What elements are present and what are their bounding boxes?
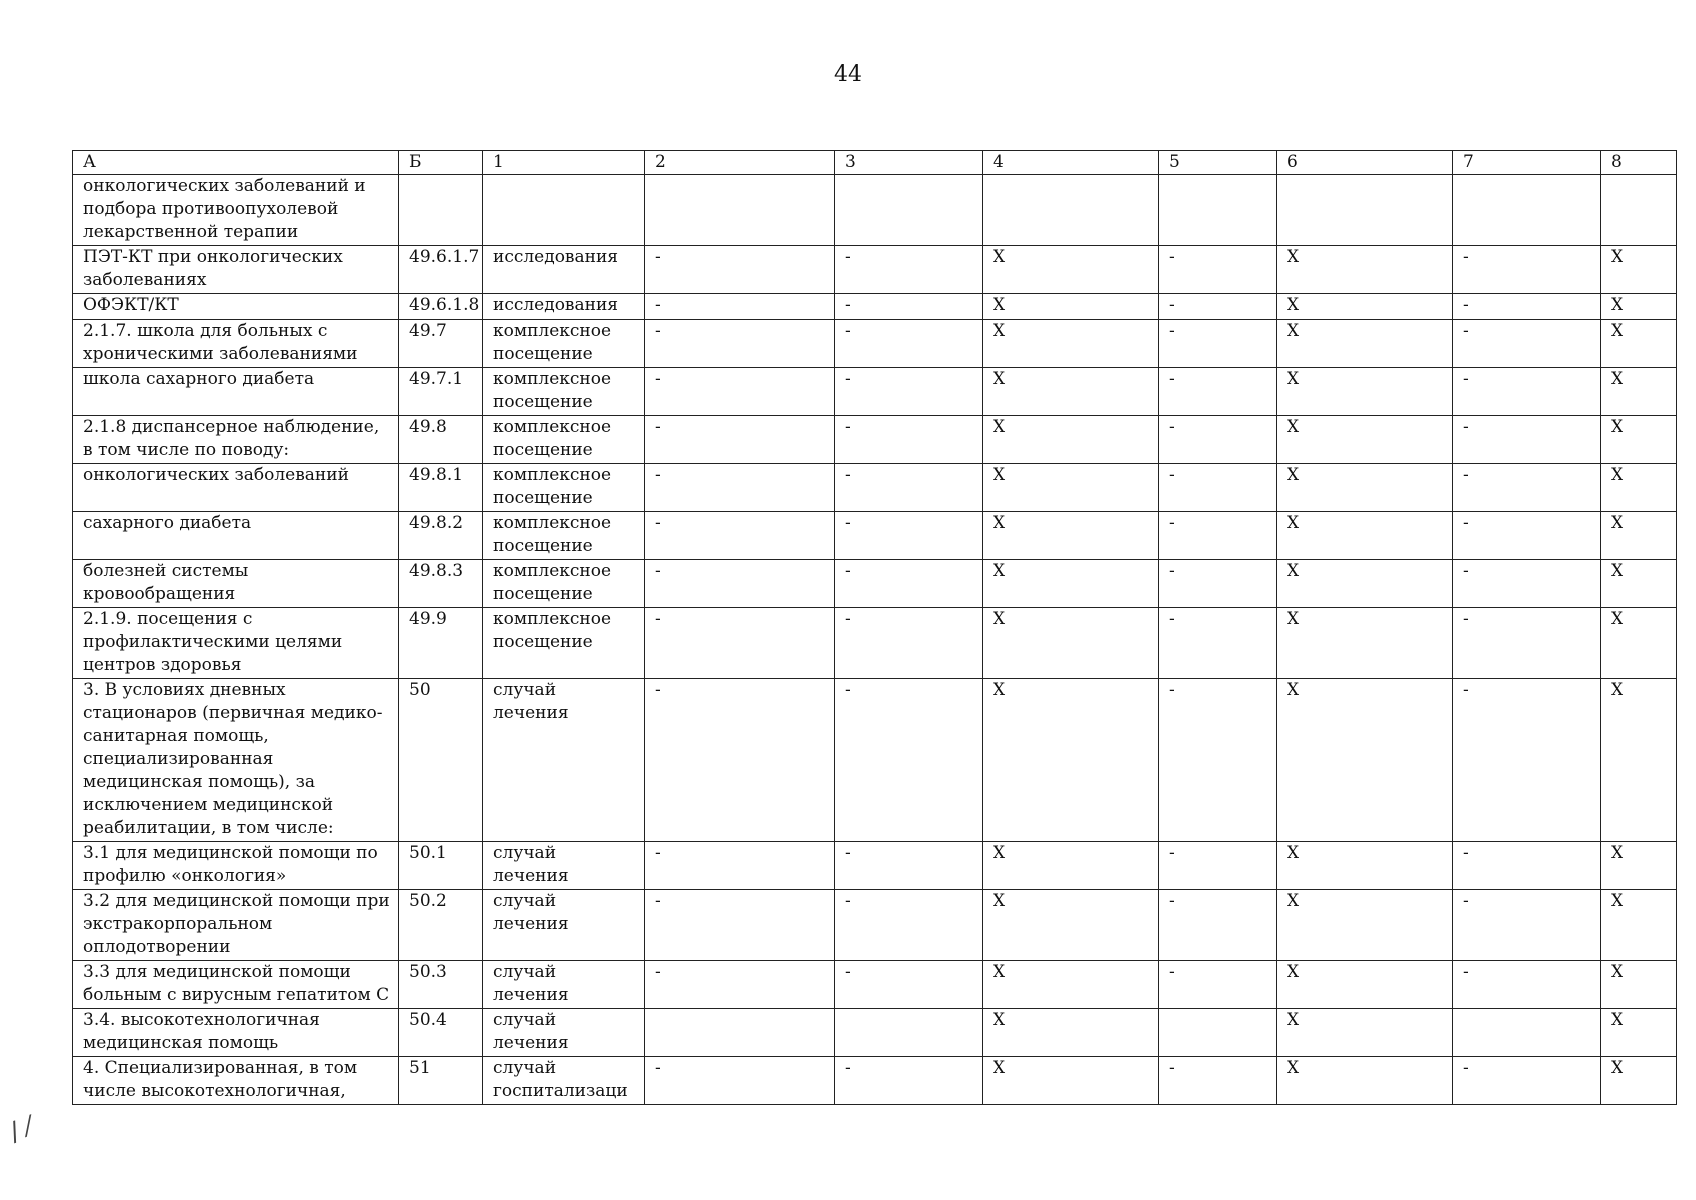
- row-label-cell: 2.1.8 диспансерное наблюдение, в том числе по поводу:: [73, 416, 399, 464]
- row-label-cell: болезней системы кровообращения: [73, 560, 399, 608]
- col7-cell: -: [1453, 246, 1601, 294]
- col7-cell: -: [1453, 961, 1601, 1009]
- col4-cell: Х: [983, 512, 1159, 560]
- col7-cell: [1453, 175, 1601, 246]
- unit-cell: комплексное посещение: [483, 416, 645, 464]
- col5-cell: -: [1159, 961, 1277, 1009]
- col5-cell: -: [1159, 1057, 1277, 1105]
- col2-cell: [645, 1009, 835, 1057]
- row-label-cell: ОФЭКТ/КТ: [73, 294, 399, 320]
- col6-cell: Х: [1277, 560, 1453, 608]
- header-cell: Б: [399, 151, 483, 175]
- col5-cell: -: [1159, 246, 1277, 294]
- col3-cell: -: [835, 464, 983, 512]
- unit-cell: случай лечения: [483, 842, 645, 890]
- col3-cell: [835, 175, 983, 246]
- col8-cell: Х: [1601, 464, 1677, 512]
- col3-cell: -: [835, 679, 983, 842]
- table-row: [73, 320, 1677, 368]
- row-code-cell: 49.8: [399, 416, 483, 464]
- table-row: [73, 512, 1677, 560]
- header-cell: 8: [1601, 151, 1677, 175]
- col6-cell: [1277, 175, 1453, 246]
- col6-cell: Х: [1277, 416, 1453, 464]
- unit-cell: комплексное посещение: [483, 464, 645, 512]
- row-label-cell: сахарного диабета: [73, 512, 399, 560]
- col3-cell: -: [835, 320, 983, 368]
- row-code-cell: 49.9: [399, 608, 483, 679]
- col2-cell: -: [645, 512, 835, 560]
- col6-cell: Х: [1277, 512, 1453, 560]
- col5-cell: [1159, 175, 1277, 246]
- col8-cell: Х: [1601, 842, 1677, 890]
- table-row: [73, 679, 1677, 842]
- unit-cell: исследования: [483, 294, 645, 320]
- row-code-cell: 50.1: [399, 842, 483, 890]
- col2-cell: -: [645, 890, 835, 961]
- col5-cell: -: [1159, 368, 1277, 416]
- col5-cell: -: [1159, 560, 1277, 608]
- row-label-cell: 2.1.7. школа для больных с хроническими заболеваниями: [73, 320, 399, 368]
- header-cell: 7: [1453, 151, 1601, 175]
- col5-cell: -: [1159, 416, 1277, 464]
- unit-cell: комплексное посещение: [483, 512, 645, 560]
- col7-cell: -: [1453, 560, 1601, 608]
- col3-cell: -: [835, 608, 983, 679]
- unit-cell: [483, 175, 645, 246]
- col4-cell: Х: [983, 890, 1159, 961]
- col7-cell: -: [1453, 890, 1601, 961]
- col7-cell: -: [1453, 294, 1601, 320]
- col2-cell: -: [645, 294, 835, 320]
- unit-cell: случай госпитализаци: [483, 1057, 645, 1105]
- row-label-cell: 3.1 для медицинской помощи по профилю «онкология»: [73, 842, 399, 890]
- table-row: [73, 294, 1677, 320]
- header-cell: 4: [983, 151, 1159, 175]
- col6-cell: Х: [1277, 368, 1453, 416]
- row-code-cell: 49.8.2: [399, 512, 483, 560]
- col8-cell: Х: [1601, 608, 1677, 679]
- row-label-cell: ПЭТ-КТ при онкологических заболеваниях: [73, 246, 399, 294]
- row-code-cell: 50: [399, 679, 483, 842]
- col3-cell: -: [835, 512, 983, 560]
- col8-cell: Х: [1601, 890, 1677, 961]
- col7-cell: -: [1453, 320, 1601, 368]
- col3-cell: -: [835, 368, 983, 416]
- col8-cell: Х: [1601, 320, 1677, 368]
- row-code-cell: 49.8.3: [399, 560, 483, 608]
- col4-cell: Х: [983, 320, 1159, 368]
- col7-cell: -: [1453, 416, 1601, 464]
- col6-cell: Х: [1277, 464, 1453, 512]
- scan-mark: / ⁄: [5, 1112, 36, 1148]
- col8-cell: Х: [1601, 961, 1677, 1009]
- col8-cell: Х: [1601, 1009, 1677, 1057]
- table-row: [73, 416, 1677, 464]
- col8-cell: Х: [1601, 560, 1677, 608]
- table-row: [73, 1009, 1677, 1057]
- col4-cell: Х: [983, 560, 1159, 608]
- unit-cell: комплексное посещение: [483, 368, 645, 416]
- col8-cell: Х: [1601, 679, 1677, 842]
- row-label-cell: 3.3 для медицинской помощи больным с вирусным гепатитом С: [73, 961, 399, 1009]
- col2-cell: -: [645, 368, 835, 416]
- col5-cell: -: [1159, 464, 1277, 512]
- col3-cell: -: [835, 246, 983, 294]
- table-row: [73, 961, 1677, 1009]
- row-code-cell: 49.6.1.8: [399, 294, 483, 320]
- row-code-cell: 49.7: [399, 320, 483, 368]
- col3-cell: [835, 1009, 983, 1057]
- col3-cell: -: [835, 294, 983, 320]
- row-label-cell: 3.4. высокотехнологичная медицинская помощь: [73, 1009, 399, 1057]
- header-cell: 1: [483, 151, 645, 175]
- col2-cell: -: [645, 246, 835, 294]
- col4-cell: Х: [983, 368, 1159, 416]
- col4-cell: Х: [983, 679, 1159, 842]
- col8-cell: [1601, 175, 1677, 246]
- header-cell: 6: [1277, 151, 1453, 175]
- col2-cell: -: [645, 560, 835, 608]
- row-code-cell: 49.7.1: [399, 368, 483, 416]
- col6-cell: Х: [1277, 294, 1453, 320]
- col7-cell: -: [1453, 679, 1601, 842]
- col6-cell: Х: [1277, 890, 1453, 961]
- table-row: [73, 842, 1677, 890]
- page-number: 44: [834, 62, 862, 87]
- col8-cell: Х: [1601, 416, 1677, 464]
- col5-cell: [1159, 1009, 1277, 1057]
- unit-cell: комплексное посещение: [483, 560, 645, 608]
- table-row: [73, 890, 1677, 961]
- row-label-cell: 3.2 для медицинской помощи при экстракорпоральном оплодотворении: [73, 890, 399, 961]
- data-table: [72, 150, 1677, 1105]
- col4-cell: Х: [983, 294, 1159, 320]
- col5-cell: -: [1159, 294, 1277, 320]
- header-cell: А: [73, 151, 399, 175]
- table-row: [73, 368, 1677, 416]
- col2-cell: -: [645, 1057, 835, 1105]
- col5-cell: -: [1159, 842, 1277, 890]
- row-code-cell: 49.6.1.7: [399, 246, 483, 294]
- col4-cell: Х: [983, 842, 1159, 890]
- table-row: [73, 608, 1677, 679]
- row-code-cell: 50.2: [399, 890, 483, 961]
- unit-cell: случай лечения: [483, 961, 645, 1009]
- col3-cell: -: [835, 842, 983, 890]
- col5-cell: -: [1159, 608, 1277, 679]
- col7-cell: -: [1453, 1057, 1601, 1105]
- row-label-cell: школа сахарного диабета: [73, 368, 399, 416]
- col7-cell: -: [1453, 608, 1601, 679]
- table-row: [73, 1057, 1677, 1105]
- col8-cell: Х: [1601, 246, 1677, 294]
- col2-cell: -: [645, 464, 835, 512]
- col8-cell: Х: [1601, 294, 1677, 320]
- col5-cell: -: [1159, 320, 1277, 368]
- col2-cell: [645, 175, 835, 246]
- unit-cell: случай лечения: [483, 1009, 645, 1057]
- table-body: [73, 151, 1677, 1105]
- row-label-cell: 3. В условиях дневных стационаров (первичная медико-санитарная помощь, специализированная медицинская помощь), за исключением медицинской реабилитации, в том числе:: [73, 679, 399, 842]
- col6-cell: Х: [1277, 679, 1453, 842]
- table-row: [73, 175, 1677, 246]
- col6-cell: Х: [1277, 1009, 1453, 1057]
- col7-cell: -: [1453, 512, 1601, 560]
- col8-cell: Х: [1601, 1057, 1677, 1105]
- col7-cell: -: [1453, 368, 1601, 416]
- row-label-cell: онкологических заболеваний и подбора противоопухолевой лекарственной терапии: [73, 175, 399, 246]
- header-cell: 3: [835, 151, 983, 175]
- col7-cell: -: [1453, 464, 1601, 512]
- col5-cell: -: [1159, 679, 1277, 842]
- unit-cell: комплексное посещение: [483, 608, 645, 679]
- header-cell: 2: [645, 151, 835, 175]
- col3-cell: -: [835, 890, 983, 961]
- table-row: [73, 464, 1677, 512]
- col5-cell: -: [1159, 512, 1277, 560]
- col4-cell: Х: [983, 1009, 1159, 1057]
- col5-cell: -: [1159, 890, 1277, 961]
- col2-cell: -: [645, 679, 835, 842]
- col2-cell: -: [645, 416, 835, 464]
- unit-cell: случай лечения: [483, 679, 645, 842]
- col4-cell: Х: [983, 246, 1159, 294]
- col8-cell: Х: [1601, 512, 1677, 560]
- header-cell: 5: [1159, 151, 1277, 175]
- col2-cell: -: [645, 961, 835, 1009]
- col2-cell: -: [645, 842, 835, 890]
- col6-cell: Х: [1277, 246, 1453, 294]
- row-label-cell: 2.1.9. посещения с профилактическими целями центров здоровья: [73, 608, 399, 679]
- col4-cell: Х: [983, 608, 1159, 679]
- col2-cell: -: [645, 320, 835, 368]
- col6-cell: Х: [1277, 608, 1453, 679]
- row-code-cell: 49.8.1: [399, 464, 483, 512]
- col3-cell: -: [835, 1057, 983, 1105]
- row-code-cell: 51: [399, 1057, 483, 1105]
- table-row: [73, 246, 1677, 294]
- col6-cell: Х: [1277, 1057, 1453, 1105]
- col7-cell: [1453, 1009, 1601, 1057]
- unit-cell: случай лечения: [483, 890, 645, 961]
- row-label-cell: 4. Специализированная, в том числе высокотехнологичная,: [73, 1057, 399, 1105]
- col8-cell: Х: [1601, 368, 1677, 416]
- row-code-cell: 50.3: [399, 961, 483, 1009]
- col7-cell: -: [1453, 842, 1601, 890]
- col4-cell: [983, 175, 1159, 246]
- col4-cell: Х: [983, 961, 1159, 1009]
- col4-cell: Х: [983, 416, 1159, 464]
- col6-cell: Х: [1277, 961, 1453, 1009]
- unit-cell: исследования: [483, 246, 645, 294]
- unit-cell: комплексное посещение: [483, 320, 645, 368]
- col6-cell: Х: [1277, 320, 1453, 368]
- col3-cell: -: [835, 560, 983, 608]
- col3-cell: -: [835, 416, 983, 464]
- col4-cell: Х: [983, 1057, 1159, 1105]
- header-row: [73, 151, 1677, 175]
- table-row: [73, 560, 1677, 608]
- row-code-cell: [399, 175, 483, 246]
- col2-cell: -: [645, 608, 835, 679]
- row-label-cell: онкологических заболеваний: [73, 464, 399, 512]
- row-code-cell: 50.4: [399, 1009, 483, 1057]
- col3-cell: -: [835, 961, 983, 1009]
- col4-cell: Х: [983, 464, 1159, 512]
- col6-cell: Х: [1277, 842, 1453, 890]
